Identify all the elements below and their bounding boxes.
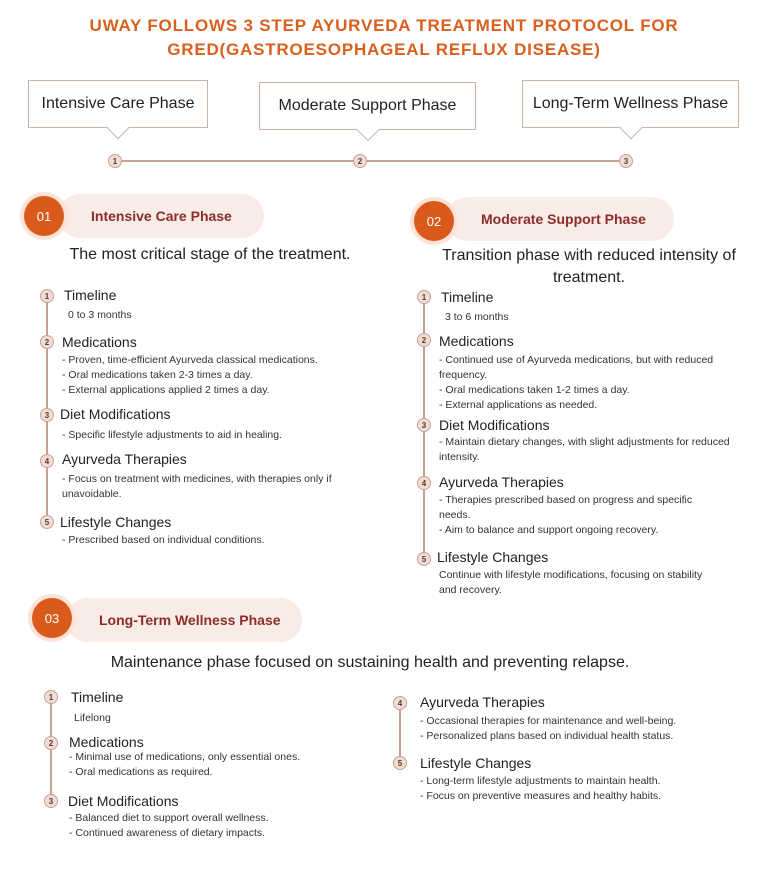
phase-1-number-badge: 01 bbox=[24, 196, 64, 236]
phase-1-name: Intensive Care Phase bbox=[91, 208, 232, 224]
phase-2-step-heading: Ayurveda Therapies bbox=[439, 474, 564, 490]
phase-1-step-heading: Lifestyle Changes bbox=[60, 514, 172, 530]
phase-1-step-text: - Proven, time-efficient Ayurveda classical medications. - Oral medications taken 2-3 times a day. - External applications applied 2 times a day. bbox=[62, 354, 318, 396]
phase-2-step-heading: Lifestyle Changes bbox=[437, 549, 549, 565]
phase-3-step-text: - Long-term lifestyle adjustments to maintain health. - Focus on preventive measures and healthy habits. bbox=[420, 775, 662, 802]
timeline-connector-line bbox=[115, 160, 627, 162]
phase-2-subtitle: Transition phase with reduced intensity of treatment. bbox=[442, 247, 736, 286]
phase-3-step-heading: Timeline bbox=[71, 689, 124, 705]
page-title-line-2: GRED(GASTROESOPHAGEAL REFLUX DISEASE) bbox=[167, 40, 601, 59]
phase-3-step-heading: Diet Modifications bbox=[68, 793, 179, 809]
phase-3-step-dot-2: 2 bbox=[44, 736, 58, 750]
phase-3-step-text: - Minimal use of medications, only essential ones. - Oral medications as required. bbox=[69, 751, 301, 778]
phase-3-name: Long-Term Wellness Phase bbox=[99, 612, 281, 628]
phase-1-step-heading: Ayurveda Therapies bbox=[62, 451, 187, 467]
timeline-box-moderate-support bbox=[259, 82, 476, 130]
phase-2-header-pill bbox=[446, 197, 674, 241]
phase-3-step-dot-5: 5 bbox=[393, 756, 407, 770]
phase-2-step-heading: Medications bbox=[439, 333, 514, 349]
phase-2-step-text: 3 to 6 months bbox=[445, 311, 509, 323]
phase-3-step-heading: Medications bbox=[69, 734, 144, 750]
phase-3-step-dot-1: 1 bbox=[44, 690, 58, 704]
phase-1-step-heading: Medications bbox=[62, 334, 137, 350]
phase-2-step-heading: Timeline bbox=[441, 289, 494, 305]
phase-3-subtitle: Maintenance phase focused on sustaining health and preventing relapse. bbox=[110, 654, 630, 671]
phase-1-step-text: 0 to 3 months bbox=[68, 309, 132, 321]
callout-pointer bbox=[356, 119, 379, 142]
phase-1-step-dot-1: 1 bbox=[40, 289, 54, 303]
timeline-dot-1: 1 bbox=[108, 154, 122, 168]
phase-3-step-dot-4: 4 bbox=[393, 696, 407, 710]
phase-3-step-text: - Balanced diet to support overall wellness. - Continued awareness of dietary impacts. bbox=[69, 812, 269, 839]
phase-2-step-text: - Maintain dietary changes, with slight adjustments for reduced intensity. bbox=[439, 436, 730, 463]
phase-1-step-text: - Focus on treatment with medicines, with therapies only if unavoidable. bbox=[62, 473, 332, 500]
phase-2-step-heading: Diet Modifications bbox=[439, 417, 550, 433]
phase-2-step-dot-3: 3 bbox=[417, 418, 431, 432]
phase-1-subtitle: The most critical stage of the treatment. bbox=[69, 246, 351, 263]
phase-1-step-dot-3: 3 bbox=[40, 408, 54, 422]
phase-2-step-dot-4: 4 bbox=[417, 476, 431, 490]
timeline-box-long-term-wellness bbox=[522, 80, 739, 128]
phase-1-step-text: - Prescribed based on individual conditions. bbox=[62, 534, 265, 546]
phase-3-step-dot-3: 3 bbox=[44, 794, 58, 808]
page-title-line-1: UWAY FOLLOWS 3 STEP AYURVEDA TREATMENT PROTOCOL FOR bbox=[89, 16, 679, 35]
phase-2-step-text: Continue with lifestyle modifications, focusing on stability and recovery. bbox=[439, 569, 703, 596]
phase-1-step-dot-2: 2 bbox=[40, 335, 54, 349]
phase-1-step-heading: Timeline bbox=[64, 287, 117, 303]
phase-2-step-dot-1: 1 bbox=[417, 290, 431, 304]
phase-3-step-text: Lifelong bbox=[74, 712, 111, 724]
phase-2-step-text: - Therapies prescribed based on progress and specific needs. - Aim to balance and support ongoing recovery. bbox=[439, 494, 693, 536]
phase-1-header-pill bbox=[58, 194, 264, 238]
timeline-dot-2: 2 bbox=[353, 154, 367, 168]
phase-3-right-step-line bbox=[399, 702, 401, 764]
phase-1-step-dot-4: 4 bbox=[40, 454, 54, 468]
phase-3-step-heading: Lifestyle Changes bbox=[420, 755, 532, 771]
phase-3-step-text: - Occasional therapies for maintenance and well-being. - Personalized plans based on individual health status. bbox=[420, 715, 677, 742]
phase-2-step-dot-5: 5 bbox=[417, 552, 431, 566]
timeline-box-label: Moderate Support Phase bbox=[278, 97, 457, 114]
timeline-dot-3: 3 bbox=[619, 154, 633, 168]
timeline-box-label: Intensive Care Phase bbox=[41, 95, 195, 112]
phase-1-step-dot-5: 5 bbox=[40, 515, 54, 529]
phase-3-step-heading: Ayurveda Therapies bbox=[420, 694, 545, 710]
phase-3-number-badge: 03 bbox=[32, 598, 72, 638]
timeline-box-label: Long-Term Wellness Phase bbox=[532, 95, 729, 112]
timeline-box-intensive-care bbox=[28, 80, 208, 128]
phase-1-step-heading: Diet Modifications bbox=[60, 406, 171, 422]
phase-1-step-text: - Specific lifestyle adjustments to aid in healing. bbox=[62, 429, 283, 441]
phase-2-step-dot-2: 2 bbox=[417, 333, 431, 347]
phase-3-header-pill bbox=[66, 598, 302, 642]
phase-2-number-badge: 02 bbox=[414, 201, 454, 241]
phase-2-name: Moderate Support Phase bbox=[481, 211, 646, 227]
callout-pointer bbox=[619, 117, 642, 140]
phase-2-step-text: - Continued use of Ayurveda medications, but with reduced frequency. - Oral medications taken 1-2 times a day. - External applications as needed. bbox=[439, 354, 714, 411]
callout-pointer bbox=[107, 117, 130, 140]
